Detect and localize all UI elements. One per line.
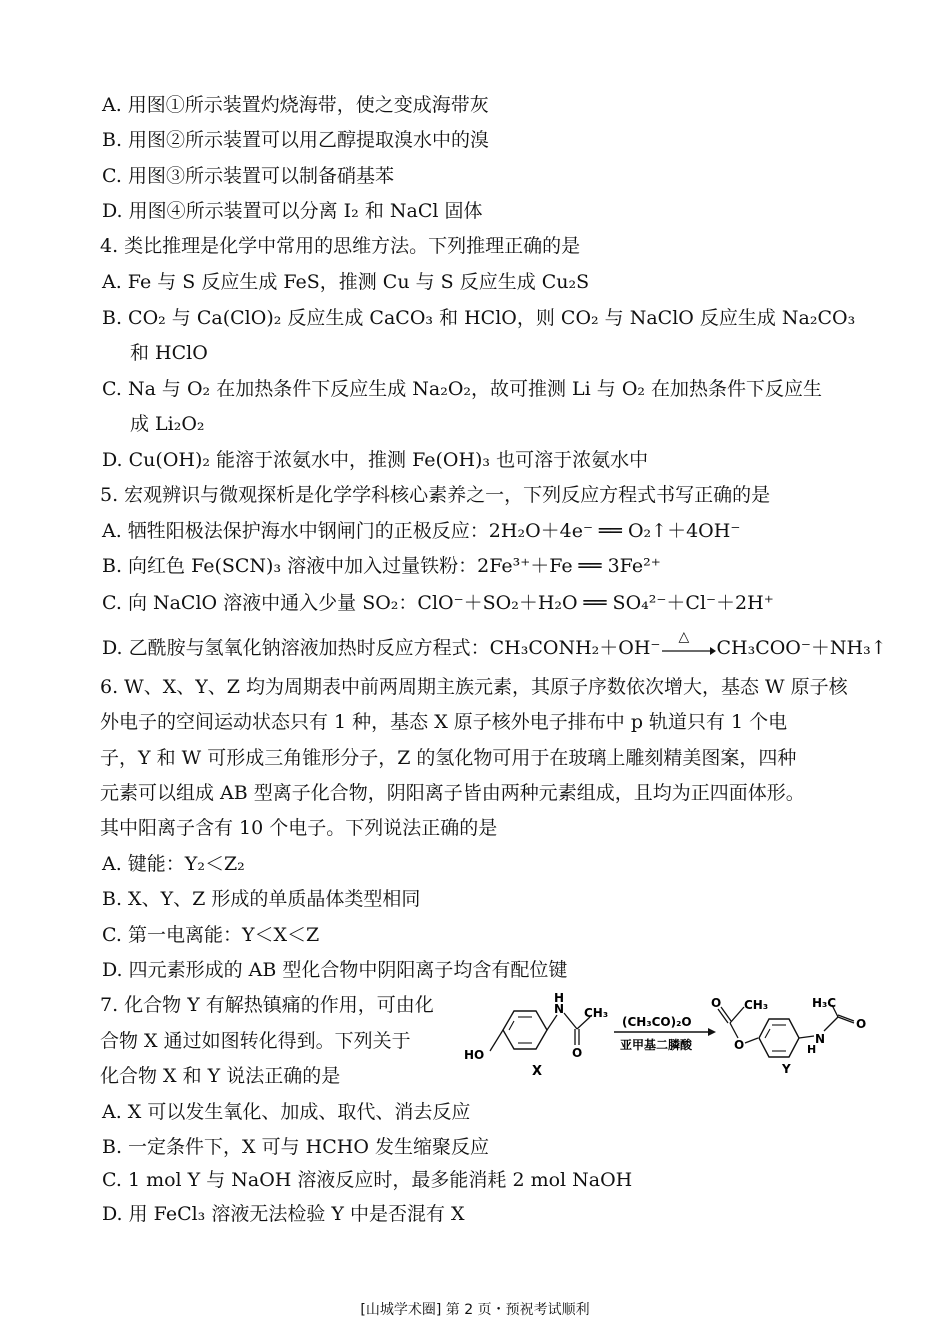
q4-option-c-line1: C. Na 与 O₂ 在加热条件下反应生成 Na₂O₂，故可推测 Li 与 O₂ 在加热条件下反应生 — [102, 378, 823, 400]
page-footer: [山城学术圈] 第 2 页・预祝考试顺利 — [360, 1302, 590, 1318]
q5-option-d — [102, 629, 887, 663]
q3-option-d: D. 用图④所示装置可以分离 I₂ 和 NaCl 固体 — [102, 200, 483, 222]
q4-option-b-line1: B. CO₂ 与 Ca(ClO)₂ 反应生成 CaCO₃ 和 HClO，则 CO₂ 与 NaClO 反应生成 Na₂CO₃ — [102, 307, 856, 329]
y-n-label: N — [815, 1032, 826, 1046]
reaction-scheme — [462, 993, 882, 1083]
reagent-label: (CH₃CO)₂O — [622, 1015, 692, 1029]
q5-option-c: C. 向 NaClO 溶液中通入少量 SO₂：ClO⁻＋SO₂＋H₂O ══ SO₄²⁻＋Cl⁻＋2H⁺ — [102, 592, 774, 614]
q5-option-d-left: D. 乙酰胺与氢氧化钠溶液加热时反应方程式：CH₃CONH₂＋OH⁻ — [102, 637, 661, 659]
q6-option-b: B. X、Y、Z 形成的单质晶体类型相同 — [102, 888, 421, 910]
q6-option-c: C. 第一电离能：Y＜X＜Z — [102, 924, 320, 946]
q6-option-a: A. 键能：Y₂＜Z₂ — [102, 853, 245, 875]
q5-option-a: A. 牺牲阳极法保护海水中钢闸门的正极反应：2H₂O＋4e⁻ ══ O₂↑＋4OH⁻ — [102, 520, 741, 542]
q3-option-a: A. 用图①所示装置灼烧海带，使之变成海带灰 — [102, 94, 489, 116]
q7-stem-line3: 化合物 X 和 Y 说法正确的是 — [100, 1065, 341, 1087]
x-ch3-label: CH₃ — [584, 1006, 609, 1020]
q6-stem-line1: 6. W、X、Y、Z 均为周期表中前两周期主族元素，其原子序数依次增大，基态 W 原子核 — [100, 676, 848, 698]
x-o-label: O — [572, 1046, 583, 1060]
y-amide-o-label: O — [856, 1017, 867, 1031]
q7-option-c: C. 1 mol Y 与 NaOH 溶液反应时，最多能消耗 2 mol NaOH — [102, 1169, 633, 1191]
reaction-arrow-icon — [660, 629, 716, 663]
y-ester-o-label: O — [734, 1038, 745, 1052]
y-h-label: H — [807, 1043, 817, 1056]
q7-option-b: B. 一定条件下，X 可与 HCHO 发生缩聚反应 — [102, 1136, 489, 1158]
q4-stem: 4. 类比推理是化学中常用的思维方法。下列推理正确的是 — [100, 235, 581, 257]
q6-stem-line3: 子，Y 和 W 可形成三角锥形分子，Z 的氢化物可用于在玻璃上雕刻精美图案，四种 — [100, 747, 797, 769]
q6-stem-line2: 外电子的空间运动状态只有 1 种，基态 X 原子核外电子排布中 p 轨道只有 1 个电 — [100, 711, 788, 733]
y-ch3-label: CH₃ — [744, 998, 769, 1012]
compound-y-label: Y — [782, 1062, 791, 1076]
x-n-label: N — [554, 1002, 565, 1016]
catalyst-label: 亚甲基二膦酸 — [620, 1038, 693, 1052]
q4-option-b-line2: 和 HClO — [130, 342, 208, 364]
y-carbonyl-o-label: O — [711, 996, 722, 1010]
q6-stem-line4: 元素可以组成 AB 型离子化合物，阴阳离子皆由两种元素组成，且均为正四面体形。 — [100, 782, 805, 804]
arrow-glyph-icon — [660, 635, 716, 663]
heat-condition: △ — [678, 629, 690, 645]
x-h-label: H — [554, 993, 565, 1005]
q4-option-a: A. Fe 与 S 反应生成 FeS，推测 Cu 与 S 反应生成 Cu₂S — [102, 271, 590, 293]
y-h3c-label: H₃C — [812, 996, 837, 1010]
x-ho-label: HO — [464, 1048, 485, 1062]
q6-option-d: D. 四元素形成的 AB 型化合物中阴阳离子均含有配位键 — [102, 959, 568, 981]
q5-stem: 5. 宏观辨识与微观探析是化学学科核心素养之一，下列反应方程式书写正确的是 — [100, 484, 771, 506]
q7-stem-line2: 合物 X 通过如图转化得到。下列关于 — [100, 1030, 411, 1052]
q5-option-d-right: CH₃COO⁻＋NH₃↑ — [716, 637, 887, 659]
q3-option-c: C. 用图③所示装置可以制备硝基苯 — [102, 165, 394, 187]
q3-option-b: B. 用图②所示装置可以用乙醇提取溴水中的溴 — [102, 129, 490, 151]
q4-option-c-line2: 成 Li₂O₂ — [130, 413, 205, 435]
q4-option-d: D. Cu(OH)₂ 能溶于浓氨水中，推测 Fe(OH)₃ 也可溶于浓氨水中 — [102, 449, 649, 471]
q7-option-a: A. X 可以发生氧化、加成、取代、消去反应 — [102, 1101, 471, 1123]
q6-stem-line5: 其中阳离子含有 10 个电子。下列说法正确的是 — [100, 817, 498, 839]
q5-option-b: B. 向红色 Fe(SCN)₃ 溶液中加入过量铁粉：2Fe³⁺＋Fe ══ 3Fe²⁺ — [102, 555, 661, 577]
compound-x-label: X — [532, 1064, 543, 1079]
q7-stem-line1: 7. 化合物 Y 有解热镇痛的作用，可由化 — [100, 994, 434, 1016]
q7-option-d: D. 用 FeCl₃ 溶液无法检验 Y 中是否混有 X — [102, 1203, 465, 1225]
